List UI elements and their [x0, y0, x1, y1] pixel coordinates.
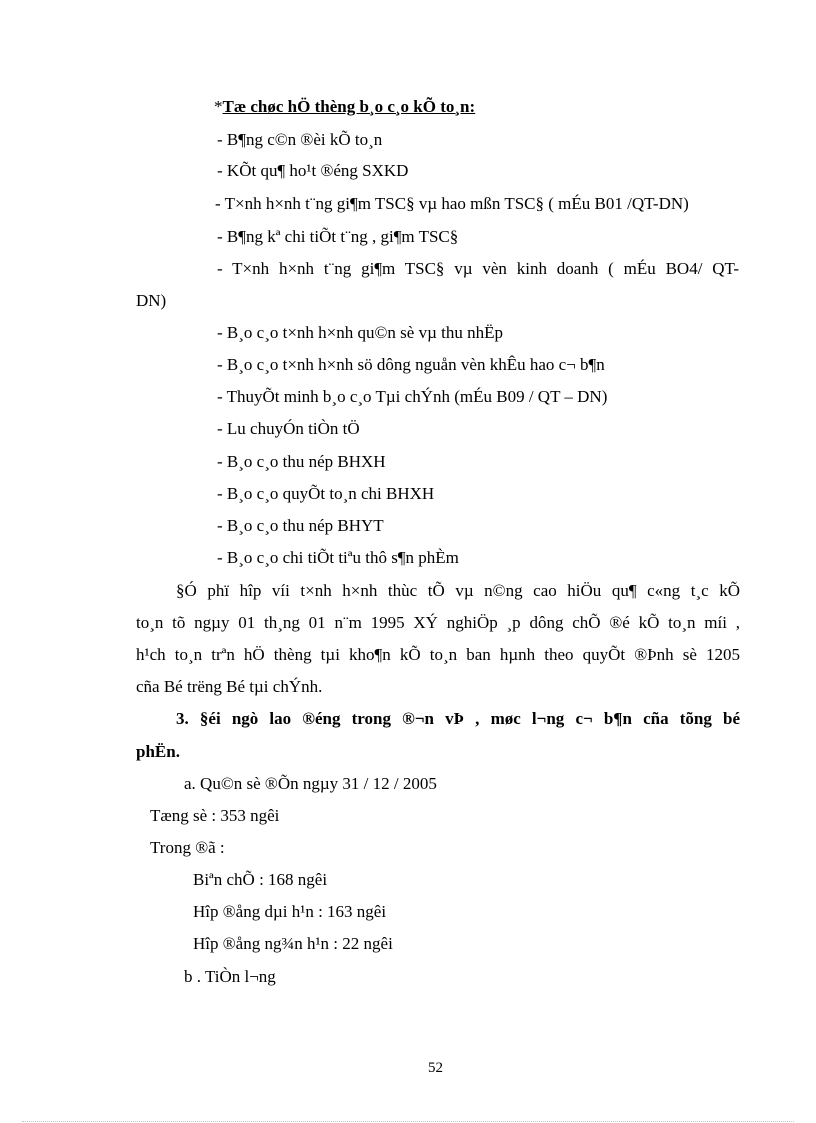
- list-item-continuation: DN): [136, 291, 167, 310]
- list-item: - B¸o c¸o chi tiÕt tiªu thô s¶n phÈm: [217, 548, 459, 567]
- list-item: - ThuyÕt minh b¸o c¸o Tµi chÝnh (mÉu B09 / QT – DN): [217, 387, 608, 406]
- footer-divider: [22, 1121, 794, 1122]
- section-3-heading-continuation: phËn.: [136, 742, 180, 761]
- list-item: - B¸o c¸o t×nh h×nh qu©n sè vµ thu nhËp: [217, 323, 503, 342]
- list-item: - B¸o c¸o thu nép BHYT: [217, 516, 384, 535]
- list-item: - B¸o c¸o t×nh h×nh sö dông nguån vèn khÊu hao c¬ b¶n: [217, 355, 605, 374]
- headcount-item: Hîp ®ång dµi h¹n : 163 ngêi: [193, 902, 387, 921]
- list-item: - T×nh h×nh t¨ng gi¶m TSC§ vµ vèn kinh doanh ( mÉu BO4/ QT-: [217, 259, 739, 278]
- headcount-item: Hîp ®ång ng¾n h¹n : 22 ngêi: [193, 934, 393, 953]
- paragraph-line: cña Bé trëng Bé tµi chÝnh.: [136, 677, 323, 696]
- section-heading: [214, 97, 475, 117]
- subsection-a-title: a. Qu©n sè ®Õn ngµy 31 / 12 / 2005: [184, 774, 437, 793]
- heading-marker: *: [214, 97, 223, 116]
- list-item: - B¸o c¸o thu nép BHXH: [217, 452, 386, 471]
- page-number: 52: [428, 1060, 443, 1076]
- paragraph-line: h¹ch to¸n trªn hÖ thèng tµi kho¶n kÕ to¸n ban hµnh theo quyÕt ®Þnh sè 1205: [136, 645, 740, 664]
- subsection-b-title: b . TiÒn l¬ng: [184, 967, 276, 986]
- paragraph-line: to¸n tõ ngµy 01 th¸ng 01 n¨m 1995 XÝ nghiÖp ¸p dông chÕ ®é kÕ to¸n míi ,: [136, 613, 740, 632]
- section-3-heading: 3. §éi ngò lao ®éng trong ®¬n vÞ , møc l¬ng c¬ b¶n cña tõng bé: [176, 709, 740, 728]
- total-headcount: Tæng sè : 353 ngêi: [150, 806, 280, 825]
- list-item: - Lu chuyÓn tiÒn tÖ: [217, 419, 360, 438]
- among-label: Trong ®ã :: [150, 838, 225, 857]
- list-item: - B¶ng c©n ®èi kÕ to¸n: [217, 130, 383, 149]
- list-item: - KÕt qu¶ ho¹t ®éng SXKD: [217, 161, 409, 180]
- headcount-item: Biªn chÕ : 168 ngêi: [193, 870, 328, 889]
- list-item: - B¶ng kª chi tiÕt t¨ng , gi¶m TSC§: [217, 227, 459, 246]
- heading-title: Tæ chøc hÖ thèng b¸o c¸o kÕ to¸n:: [222, 97, 476, 116]
- paragraph-line: §Ó phï hîp víi t×nh h×nh thùc tÕ vµ n©ng cao hiÖu qu¶ c«ng t¸c kÕ: [176, 581, 740, 600]
- list-item: - B¸o c¸o quyÕt to¸n chi BHXH: [217, 484, 435, 503]
- list-item: - T×nh h×nh t¨ng gi¶m TSC§ vµ hao mßn TSC§ ( mÉu B01 /QT-DN): [215, 194, 689, 213]
